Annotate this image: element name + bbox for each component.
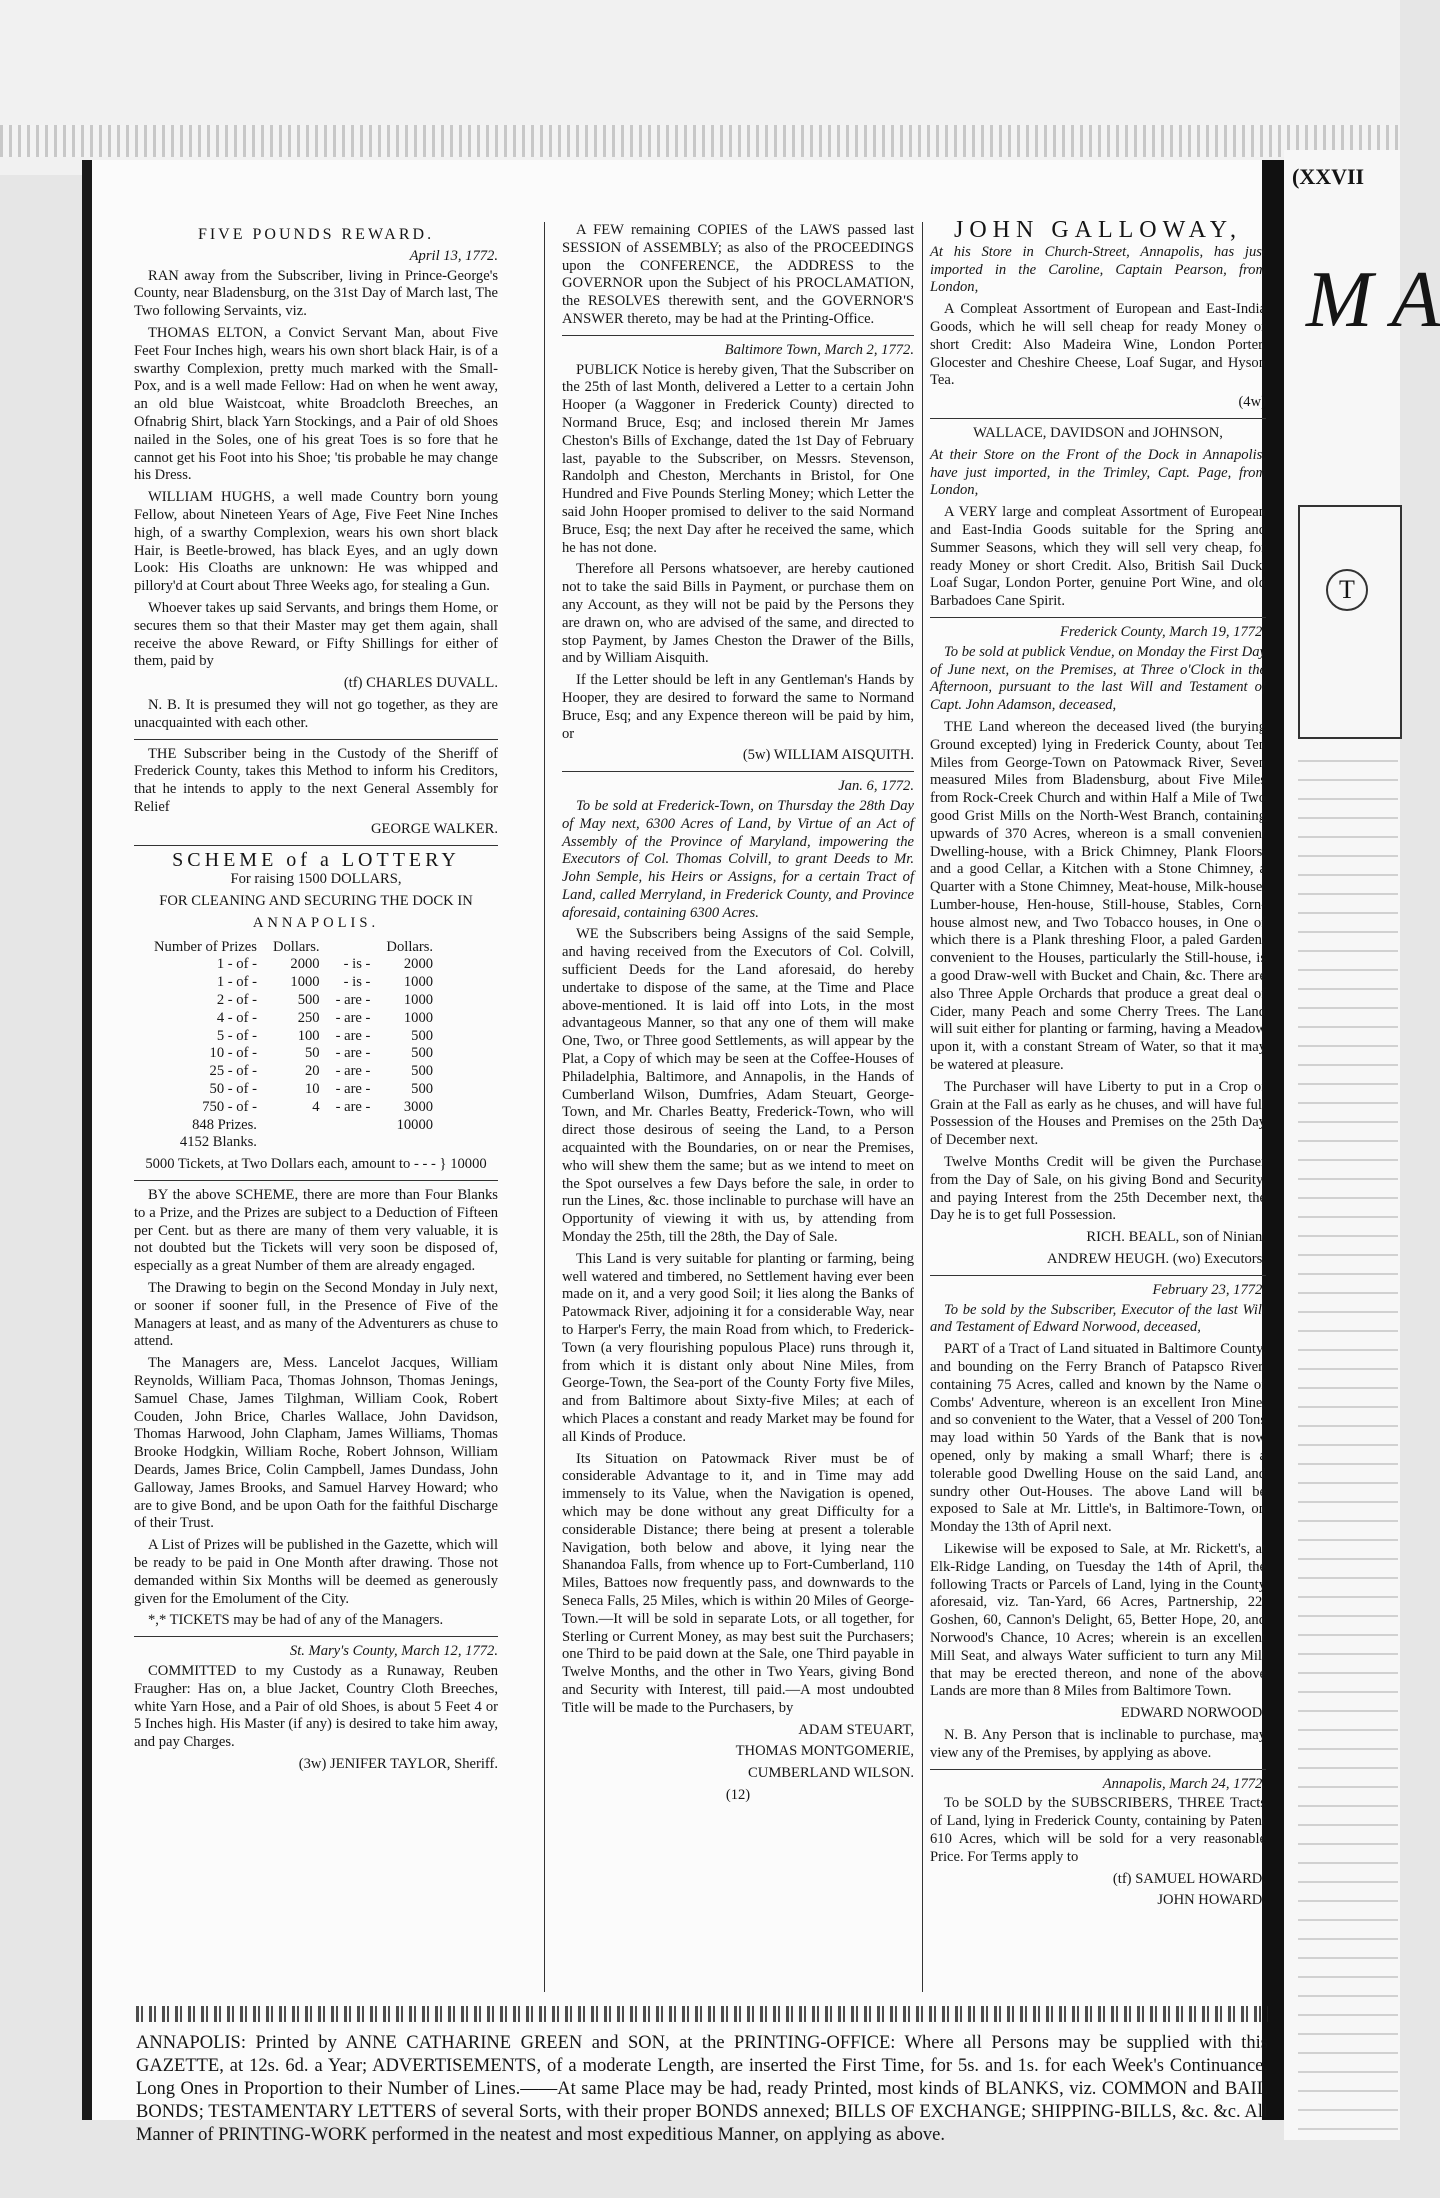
ad-date: April 13, 1772. xyxy=(409,247,498,264)
table-total-row xyxy=(146,1117,441,1135)
ad-paragraph: PART of a Tract of Land situated in Baltimore County, and bounding on the Ferry Branch of Patapsco River, containing 75 Acres, called and known by the Name of Combs' Adventure, whereon is an excellent Iron Mine, and so convenient to the Water, that a Vessel of 200 Tons may load within 50 Yards of the Bank that is now opened, only by making a small Wharf; there is a tolerable good Dwelling House on the said Land, and sundry other Out-Houses. The above Land will be exposed to Sale at Mr. Little's, in Baltimore-Town, on Monday the 13th of April next. xyxy=(930,1341,1266,1536)
table-cell: 4152 Blanks. xyxy=(179,1134,257,1151)
table-cell: 250 xyxy=(297,1009,320,1026)
ad-intro: To be sold by the Subscriber, Executor of the last Will and Testament of Edward Norwood, deceased, xyxy=(930,1301,1266,1336)
ad-separator xyxy=(930,1275,1266,1276)
ruled-edge xyxy=(0,125,1400,157)
table-cell: 10 - of - xyxy=(209,1045,257,1062)
adjacent-page-text-lines xyxy=(1298,760,1398,2130)
table-cell: 20 xyxy=(304,1063,320,1080)
ad-signature: (tf) CHARLES DUVALL. xyxy=(343,675,498,692)
table-cell: - are - xyxy=(335,992,371,1009)
ad-date: Frederick County, March 19, 1772. xyxy=(1059,623,1266,640)
table-cell: 3000 xyxy=(403,1098,434,1115)
ad-date: Jan. 6, 1772. xyxy=(838,778,914,795)
ad-signature: (3w) JENIFER TAYLOR, Sheriff. xyxy=(298,1755,498,1772)
ad-separator xyxy=(134,739,498,740)
table-row xyxy=(146,974,441,992)
tickets-line: 5000 Tickets, at Two Dollars each, amount to - - - } 10000 xyxy=(145,1156,487,1173)
ad-date: February 23, 1772. xyxy=(1152,1281,1266,1298)
ad-date: Baltimore Town, March 2, 1772. xyxy=(724,341,914,358)
table-cell: 1 - of - xyxy=(216,956,257,973)
table-cell: 500 xyxy=(411,1045,434,1062)
table-cell: 4 - of - xyxy=(216,1009,257,1026)
ad-paragraph: If the Letter should be left in any Gentleman's Hands by Hooper, they are desired to forward the same to Normand Bruce, Esq; and any Expence thereon will be paid by him, or xyxy=(562,672,914,742)
ad-paragraph: To be SOLD by the SUBSCRIBERS, THREE Tracts of Land, lying in Frederick County, containing by Patent 610 Acres, which will be sold for a very reasonable Price. For Terms apply to xyxy=(930,1795,1266,1865)
adjacent-page xyxy=(1284,150,1440,2140)
table-cell: 100 xyxy=(297,1027,320,1044)
ornament-letter: T xyxy=(1326,569,1368,611)
ad-mark: (4w) xyxy=(1238,394,1266,411)
ad-signature: (5w) WILLIAM AISQUITH. xyxy=(742,747,914,764)
table-cell: - are - xyxy=(335,1027,371,1044)
table-cell: 5 - of - xyxy=(216,1027,257,1044)
table-row xyxy=(146,1099,441,1117)
ad-paragraph: A List of Prizes will be published in the Gazette, which will be ready to be paid in One Month after drawing. Those not demanded within Six Months will be deemed as generously given for the Emolument of the City. xyxy=(134,1537,498,1607)
table-cell: - are - xyxy=(335,1098,371,1115)
ad-signature: (tf) SAMUEL HOWARD, xyxy=(1112,1870,1266,1887)
table-cell: 2000 xyxy=(290,956,320,973)
table-row xyxy=(146,956,441,974)
reward-heading: FIVE POUNDS REWARD. xyxy=(197,226,435,243)
lottery-subtitle: For raising 1500 DOLLARS, xyxy=(230,871,402,888)
ad-signature: EDWARD NORWOOD. xyxy=(1120,1705,1266,1722)
adjacent-page-masthead: M A xyxy=(1306,256,1440,344)
ad-paragraph: A Compleat Assortment of European and East-India Goods, which he will sell cheap for ready Money or short Credit: Also Madeira Wine, London Porter, Glocester and Cheshire Cheese, Loaf Sugar, and Hyson Tea. xyxy=(930,301,1266,389)
table-cell: 500 xyxy=(411,1027,434,1044)
prize-table xyxy=(146,939,441,1153)
table-cell: 848 Prizes. xyxy=(192,1116,257,1133)
ad-heading: JOHN GALLOWAY, xyxy=(953,217,1242,243)
lottery-subtitle: ANNAPOLIS. xyxy=(252,914,380,931)
table-cell: 50 - of - xyxy=(209,1081,257,1098)
table-row xyxy=(146,1010,441,1028)
column-2 xyxy=(562,222,914,1809)
ad-paragraph: THE Subscriber being in the Custody of the Sheriff of Frederick County, takes this Method to inform his Creditors, that he intends to apply to the next General Assembly for Relief xyxy=(134,745,498,815)
table-cell: 50 xyxy=(304,1045,320,1062)
ad-separator xyxy=(562,771,914,772)
column-3 xyxy=(930,217,1266,1914)
table-cell: - are - xyxy=(335,1063,371,1080)
ad-separator xyxy=(930,1769,1266,1770)
table-row xyxy=(146,1081,441,1099)
table-row xyxy=(146,1028,441,1046)
newspaper-page xyxy=(82,160,1268,2145)
ad-paragraph: Its Situation on Patowmack River must be of considerable Advantage to it, and in Time may add immensely to its Value, when the Navigation is opened, which may be done without any great Difficulty for a considerable Distance; there being at present a tolerable Navigation, both below and above, it lying near the Shanandoa Falls, from whence up to Fort-Cumberland, 110 Miles, Battoes now frequently pass, and downwards to the Seneca Falls, 25 Miles, which is within 20 Miles of George-Town.—It will be sold in separate Lots, or all together, for Sterling or Current Money, as may best suit the Purchasers; one Third to be paid down at the Sale, one Third payable in Twelve Months, and the other in Two Years, giving Bond and Security with Interest, till paid.—A most undoubted Title will be made to the Purchasers, by xyxy=(562,1450,914,1716)
table-cell: - are - xyxy=(335,1045,371,1062)
table-cell: 25 - of - xyxy=(209,1063,257,1080)
ad-heading: WALLACE, DAVIDSON and JOHNSON, xyxy=(973,424,1223,441)
table-cell: 4 xyxy=(312,1098,320,1115)
table-cell: 500 xyxy=(297,992,320,1009)
ad-signature: JOHN HOWARD. xyxy=(1157,1892,1266,1909)
ad-intro: To be sold at Frederick-Town, on Thursday the 28th Day of May next, 6300 Acres of Land, by Virtue of an Act of Assembly of the Province of Maryland, impowering the Executors of Col. Thomas Colvill, to grant Deeds to Mr. John Semple, his Heirs or Assigns, for a certain Tract of Land, called Merryland, in Frederick County, and Province aforesaid, containing 6300 Acres. xyxy=(562,797,914,921)
prize-header-cell: Dollars. xyxy=(386,938,434,955)
ad-paragraph: The Managers are, Mess. Lancelot Jacques, William Reynolds, William Paca, Thomas Johnson, Thomas Jenings, Samuel Chase, James Tilghman, William Cook, Robert Couden, John Brice, Charles Wallace, John Davidson, Thomas Harwood, John Clapham, James Williams, Thomas Brooke Hodgkin, William Roche, Robert Johnson, William Deards, James Brice, Colin Campbell, James Dundass, John Galloway, James Brooks, and Samuel Harvey Howard; who are to give Bond, and be upon Oath for the faithful Discharge of their Trust. xyxy=(134,1355,498,1532)
table-cell: 750 - of - xyxy=(202,1098,257,1115)
ad-paragraph: COMMITTED to my Custody as a Runaway, Reuben Fraugher: Has on, a blue Jacket, Country Cloth Breeches, white Yarn Hose, and a Pair of old Shoes, is about 5 Feet 4 or 5 Inches high. His Master (if any) is desired to take him away, and pay Charges. xyxy=(134,1662,498,1751)
ad-paragraph: A VERY large and compleat Assortment of European and East-India Goods suitable for the Spring and Summer Seasons, which they will sell very cheap, for ready Money or short Credit. Also, British Sail Duck, Loaf Sugar, London Porter, genuine Port Wine, and old Barbadoes Cane Spirit. xyxy=(930,504,1266,610)
ornament-rule xyxy=(136,2006,1268,2022)
ad-paragraph: PUBLICK Notice is hereby given, That the Subscriber on the 25th of last Month, delivered a Letter to a certain John Hooper (a Waggoner in Frederick County) directed to Normand Bruce, Esq; and inclosed therein Mr James Cheston's Bills of Exchange, dated the 1st Day of February last, payable to the Subscriber, on Messrs. Stevenson, Randolph and Cheston, Merchants in Bristol, for One Hundred and Five Pounds Sterling Money; which Letter the said John Hooper promised to deliver to the said Normand Bruce, Esq; the next Day after he received the same, which he has not done. xyxy=(562,361,914,556)
prize-header-cell: Dollars. xyxy=(272,938,320,955)
table-cell: - is - xyxy=(343,974,371,991)
ad-paragraph: Likewise will be exposed to Sale, at Mr. Rickett's, at Elk-Ridge Landing, on Tuesday the 14th of April, the following Tracts or Parcels of Land, lying in the County aforesaid, viz. Tan-Yard, 66 Acres, Partnership, 22, Goshen, 60, Cannon's Delight, 65, Better Hope, 20, and Norwood's Chance, 10 Acres; wherein is an excellent Mill Seat, and always Water sufficient to turn any Mill that may be erected thereon, and none of the above Lands are more than 8 Miles from Baltimore Town. xyxy=(930,1540,1266,1700)
table-cell: - are - xyxy=(335,1081,371,1098)
ad-separator xyxy=(562,335,914,336)
ad-paragraph: *,* TICKETS may be had of any of the Managers. xyxy=(148,1612,444,1629)
ad-paragraph: Therefore all Persons whatsoever, are hereby cautioned not to take the said Bills in Payment, or purchase them on any Account, as they will not be paid by the Persons they are drawn on, who are advised of the same, and directed to stop Payment, by James Cheston the Drawer of the Bills, and by William Aisquith. xyxy=(562,561,914,667)
ad-intro: At their Store on the Front of the Dock in Annapolis, have just imported, in the Trimley, Capt. Page, from London, xyxy=(930,446,1266,499)
tickets-total: 10000 xyxy=(450,1156,487,1173)
table-cell: 1000 xyxy=(403,974,434,991)
table-cell: 1000 xyxy=(403,992,434,1009)
ad-paragraph: BY the above SCHEME, there are more than Four Blanks to a Prize, and the Prizes are subject to a Deduction of Fifteen per Cent. but as there are many of them very valuable, it is not doubted but the Tickets will very soon be disposed of, especially as a great Number of them are already engaged. xyxy=(134,1187,498,1275)
adjacent-page-ornament xyxy=(1298,505,1402,739)
scan-margin-top xyxy=(0,0,1400,175)
table-cell: 10000 xyxy=(396,1116,434,1133)
table-row xyxy=(146,1134,441,1152)
ad-intro: To be sold at publick Vendue, on Monday the First Day of June next, on the Premises, at Three o'Clock in the Afternoon, pursuant to the last Will and Testament of Capt. John Adamson, deceased, xyxy=(930,643,1266,714)
ad-signature: RICH. BEALL, son of Ninian, xyxy=(1086,1229,1266,1246)
ad-signature: ADAM STEUART, xyxy=(798,1721,914,1738)
ad-signature: CUMBERLAND WILSON. xyxy=(748,1765,914,1782)
ad-paragraph: WE the Subscribers being Assigns of the said Semple, and having received from the Executors of Col. Colvill, sufficient Deeds for the Land aforesaid, do hereby undertake to dispose of the same, at the Time and Place above-mentioned. It is laid off into Lots, in the most advantageous Manner, so that any one of them will make One, Two, or Three good Settlements, as will appear by the Plat, a Copy of which may be seen at the Coffee-Houses of Philadelphia, Baltimore, and Annapolis, in the Hands of Cumberland Wilson, Dumfries, Adam Steuart, George-Town, and Mr. Charles Beatty, Frederick-Town, who will direct those desirous of seeing the Land, to a Person acquainted with the Boundaries, on or near the Premises, who will shew them the same; but as we intend to meet on the Spot ourselves a few Days before the sale, in order to run the Lines, &c. those inclinable to purchase will have an Opportunity of viewing it with us, by attending from Monday the 25th, till the 28th, the Day of Sale. xyxy=(562,926,914,1246)
table-cell: 500 xyxy=(411,1081,434,1098)
ad-paragraph: A FEW remaining COPIES of the LAWS passed last SESSION of ASSEMBLY; as also of the PROCEEDINGS upon the CONFERENCE, the ADDRESS to the GOVERNOR upon the Subject of his PROCLAMATION, the RESOLVES therewith sent, and the GOVERNOR'S ANSWER thereto, may be had at the Printing-Office. xyxy=(562,222,914,327)
prize-header-cell: Number of Prizes xyxy=(154,938,257,955)
table-cell: - is - xyxy=(343,956,371,973)
ad-signature: ANDREW HEUGH. (wo) Executors. xyxy=(1047,1251,1266,1268)
table-row xyxy=(146,992,441,1010)
column-1 xyxy=(134,222,498,1778)
ad-mark: (12) xyxy=(725,1786,751,1803)
table-row xyxy=(146,1045,441,1063)
table-cell: 1000 xyxy=(290,974,320,991)
table-row xyxy=(146,1063,441,1081)
ad-signature: GEORGE WALKER. xyxy=(370,820,498,837)
ad-signature: THOMAS MONTGOMERIE, xyxy=(735,1743,914,1760)
column-rule xyxy=(544,222,545,1992)
ad-note: N. B. Any Person that is inclinable to purchase, may view any of the Premises, by applying as above. xyxy=(930,1726,1266,1761)
lottery-title: SCHEME of a LOTTERY xyxy=(172,848,460,871)
ad-paragraph: WILLIAM HUGHS, a well made Country born young Fellow, about Nineteen Years of Age, Five Feet Nine Inches high, of a swarthy Complexion, wears his own short black Hair, is Beetle-browed, has black Eyes, and an ugly down Look: His Cloaths are unknown: He was whipped and pillory'd at Court about Three Weeks ago, for stealing a Gun. xyxy=(134,489,498,595)
ad-intro: At his Store in Church-Street, Annapolis, has just imported in the Caroline, Captain Pearson, from London, xyxy=(930,243,1266,296)
ad-paragraph: Twelve Months Credit will be given the Purchaser from the Day of Sale, on his giving Bond and Security, and paying Interest from the 25th December next, the Day he is to get full Possession. xyxy=(930,1154,1266,1224)
printer-colophon: ANNAPOLIS: Printed by ANNE CATHARINE GREEN and SON, at the PRINTING-OFFICE: Where all Persons may be supplied with this GAZETTE, at 12s. 6d. a Year; ADVERTISEMENTS, of a moderate Length, are inserted the First Time, for 5s. and 1s. for each Week's Continuance. Long Ones in Proportion to their Number of Lines.——At same Place may be had, ready Printed, most kinds of BLANKS, viz. COMMON and BAIL BONDS; TESTAMENTARY LETTERS of several Sorts, with their proper BONDS annexed; BILLS OF EXCHANGE; SHIPPING-BILLS, &c. &c. All Manner of PRINTING-WORK performed in the neatest and most expeditious Manner, on applying as above. xyxy=(136,2033,1268,2145)
ad-paragraph: The Purchaser will have Liberty to put in a Crop of Grain at the Fall as early as he chuses, and will have full Possession of the Houses and Premises on the 25th Day of December next. xyxy=(930,1078,1266,1149)
ad-date: Annapolis, March 24, 1772. xyxy=(1102,1775,1266,1792)
ad-separator xyxy=(134,1180,498,1181)
adjacent-page-title: (XXVII xyxy=(1292,164,1365,189)
tickets-text: 5000 Tickets, at Two Dollars each, amount to - - - xyxy=(145,1156,436,1173)
table-cell: 1000 xyxy=(403,1009,434,1026)
prize-table-header xyxy=(146,939,441,957)
ad-separator xyxy=(930,418,1266,419)
ad-paragraph: Whoever takes up said Servants, and brings them Home, or secures them so that their Master may get them again, shall receive the above Reward, or Fifty Shillings for either of them, paid by xyxy=(134,599,498,670)
column-rule xyxy=(922,222,923,1992)
table-cell: 500 xyxy=(411,1063,434,1080)
table-cell: - are - xyxy=(335,1009,371,1026)
ad-paragraph: The Drawing to begin on the Second Monday in July next, or sooner if sooner full, in the Presence of Five of the Managers at least, and as many of the Adventurers as chuse to attend. xyxy=(134,1280,498,1350)
ad-paragraph: THOMAS ELTON, a Convict Servant Man, about Five Feet Four Inches high, wears his own short black Hair, is of a swarthy Complexion, pretty much marked with the Small-Pox, and is a well made Fellow: Had on when he went away, an old blue Waistcoat, white Broadcloth Breeches, an Ofnabrig Shirt, black Yarn Stockings, and a Pair of old Shoes nailed in the Soles, one of his great Toes is so fore that he cannot get his Foot into his Shoe; 'tis probable he may change his Dress. xyxy=(134,324,498,484)
ad-date: St. Mary's County, March 12, 1772. xyxy=(289,1643,498,1660)
lottery-subtitle: FOR CLEANING AND SECURING THE DOCK IN xyxy=(159,893,473,910)
table-cell: 10 xyxy=(304,1081,320,1098)
table-cell: 2000 xyxy=(403,956,434,973)
ad-note: N. B. It is presumed they will not go together, as they are unacquainted with each other. xyxy=(134,696,498,731)
ad-separator xyxy=(930,617,1266,618)
ad-paragraph: THE Land whereon the deceased lived (the burying Ground excepted) lying in Frederick County, about Ten Miles from George-Town on Patowmack River, Seven measured Miles from Bladensburg, about Five Miles from Rock-Creek Church and within Half a Mile of Two good Grist Mills on the North-West Branch, containing upwards of 370 Acres, whereon is a small convenient Dwelling-house, with a Brick Chimney, Plank Floors, and a good Cellar, a Kitchen with a Stone Chimney, a Quarter with a Stone Chimney, Meat-house, Milk-house, Lumber-house, Hen-house, Still-house, Stables, Corn-house almost new, and Two Tobacco houses, in One of which there is a Plank threshing Floor, a paled Garden; convenient to the Houses, particularly the Still-house, is a good Draw-well with Bucket and Chain, &c. There are also Three Apple Orchards that produce a great deal of Cider, many Peach and some Cherry Trees. The Land will suit either for planting or farming, having a Meadow upon it, with a constant Stream of Water, so that it may be watered at pleasure. xyxy=(930,718,1266,1074)
ad-paragraph: This Land is very suitable for planting or farming, being well watered and timbered, no Settlement having ever been made on it, and a very good Soil; it lies along the Banks of Patowmack River, adjoining it for a considerable Way, near to Harper's Ferry, the main Road from which, to Frederick-Town (a very flourishing populous Place) runs through it, from which it is distant only about Nine Miles, from George-Town, the Sea-port of the County Forty five Miles, and from Baltimore about Sixty-five Miles; at each of which Places a constant and ready Market may be found for all Kinds of Produce. xyxy=(562,1250,914,1445)
table-cell: 1 - of - xyxy=(216,974,257,991)
ad-paragraph: RAN away from the Subscriber, living in Prince-George's County, near Bladensburg, on the 31st Day of March last, The Two following Servaints, viz. xyxy=(134,267,498,320)
ad-separator xyxy=(134,1636,498,1637)
table-cell: 2 - of - xyxy=(216,992,257,1009)
ad-separator xyxy=(134,845,498,846)
